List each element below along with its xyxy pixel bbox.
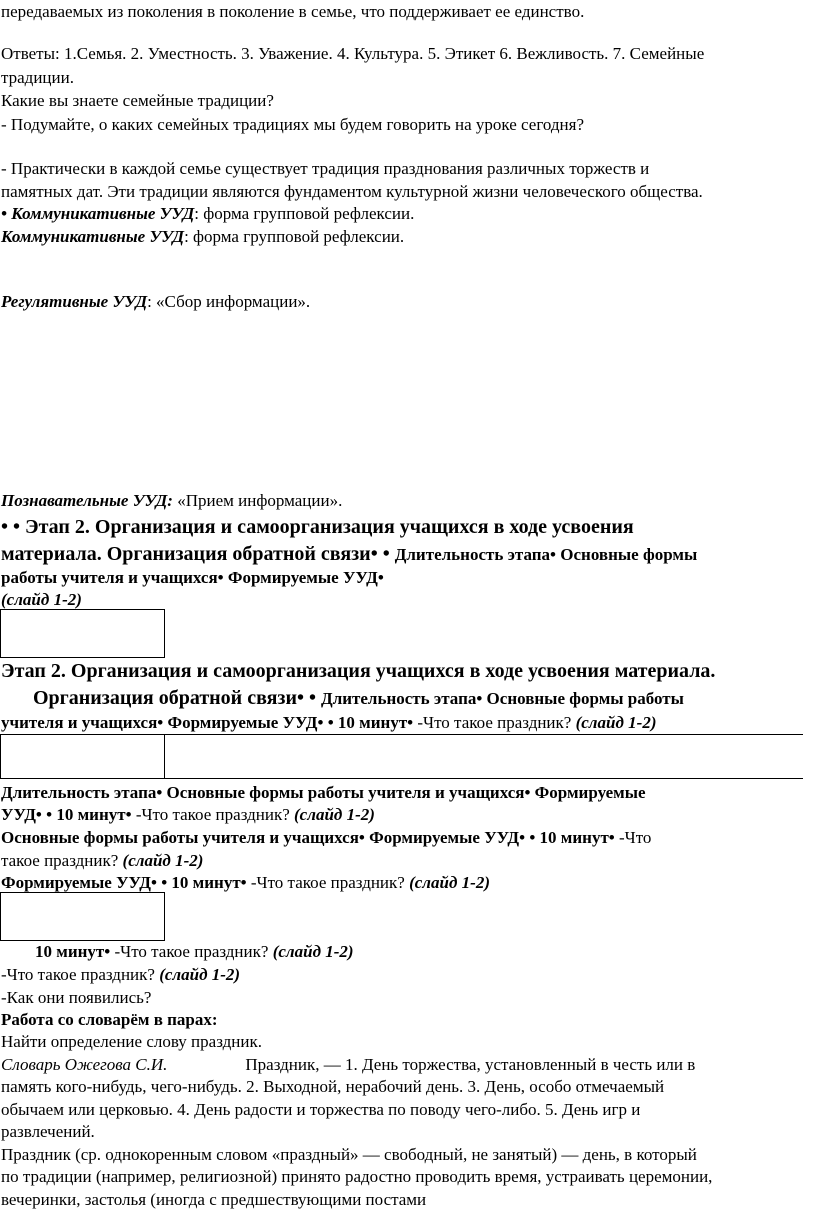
stage-heading-line: учителя и учащихся• Формируемые УУД• • 10 минут• -Что такое праздник? (слайд 1-2) [1,713,657,732]
table-border [0,778,803,779]
stage-heading-line: Организация обратной связи• • Длительность этапа• Основные формы работы [33,687,684,709]
uud-label: • Коммуникативные УУД [1,204,195,223]
empty-table-cell [0,892,165,941]
text-line: -Что такое праздник? (слайд 1-2) [1,965,241,984]
empty-table-cell [0,609,165,658]
uud-text: «Прием информации». [172,491,343,510]
text-line: по традиции (например, религиозной) принято радостно проводить время, устраивать церемонии, [1,1167,713,1186]
text-line: традиции. [1,68,74,87]
text-line: Длительность этапа• Основные формы работы учителя и учащихся• Формируемые [1,783,646,802]
table-border [163,734,803,735]
uud-line [1,227,404,247]
text-line: передаваемых из поколения в поколение в семье, что поддерживает ее единство. [1,2,585,21]
stage-heading: Этап 2. Организация и самоорганизация учащихся в ходе усвоения материала. [1,660,716,682]
uud-line [1,204,414,224]
slide-ref: (слайд 1-2) [1,590,82,609]
text-line: - Практически в каждой семье существует традиция празднования различных торжеств и [1,159,650,178]
text-line: Найти определение слову праздник. [1,1032,262,1051]
uud-text: : «Сбор информации». [147,292,311,311]
text-line: такое праздник? (слайд 1-2) [1,851,204,870]
text-line: -Как они появились? [1,988,152,1007]
dictionary-line [1,1055,695,1075]
uud-label: Коммуникативные УУД [1,227,185,246]
text-line: Основные формы работы учителя и учащихся• Формируемые УУД• • 10 минут• -Что [1,828,652,847]
uud-label: Регулятивные УУД [1,292,148,311]
uud-line [1,292,310,312]
section-heading: Работа со словарём в парах: [1,1010,218,1029]
text-line: памятных дат. Эти традиции являются фундаментом культурной жизни человеческого общества. [1,182,703,201]
dictionary-definition: Праздник, — 1. День торжества, установленный в честь или в [245,1055,696,1074]
uud-text: : форма групповой рефлексии. [184,227,405,246]
text-line: вечеринки, застолья (иногда с предшествующими постами [1,1190,427,1209]
empty-table-cell [0,734,165,779]
text-line: развлечений. [1,1122,95,1141]
text-line: память кого-нибудь, чего-нибудь. 2. Выходной, нерабочий день. 3. День, особо отмечаемый [1,1077,665,1096]
question-line: - Подумайте, о каких семейных традициях мы будем говорить на уроке сегодня? [1,115,584,134]
answers-line: Ответы: 1.Семья. 2. Уместность. 3. Уважение. 4. Культура. 5. Этикет 6. Вежливость. 7. Семейные [1,44,705,63]
text-line: УУД• • 10 минут• -Что такое праздник? (слайд 1-2) [1,805,375,824]
text-line: Праздник (ср. однокоренным словом «праздный» — свободный, не занятый) — день, в который [1,1145,697,1164]
stage-heading-line: материала. Организация обратной связи• • Длительность этапа• Основные формы [1,543,698,565]
text-line: Формируемые УУД• • 10 минут• -Что такое праздник? (слайд 1-2) [1,873,490,892]
dictionary-source: Словарь Ожегова С.И. [1,1055,168,1074]
stage-heading: • • Этап 2. Организация и самоорганизация учащихся в ходе усвоения [1,516,634,538]
uud-line [1,491,342,511]
stage-heading-line: работы учителя и учащихся• Формируемые УУД• [1,568,384,587]
uud-label: Познавательные УУД: [1,491,173,510]
text-line: обычаем или церковью. 4. День радости и торжества по поводу чего-либо. 5. День игр и [1,1100,641,1119]
question-line: Какие вы знаете семейные традиции? [1,91,274,110]
uud-text: : форма групповой рефлексии. [194,204,415,223]
text-line: 10 минут• -Что такое праздник? (слайд 1-2) [35,942,354,961]
